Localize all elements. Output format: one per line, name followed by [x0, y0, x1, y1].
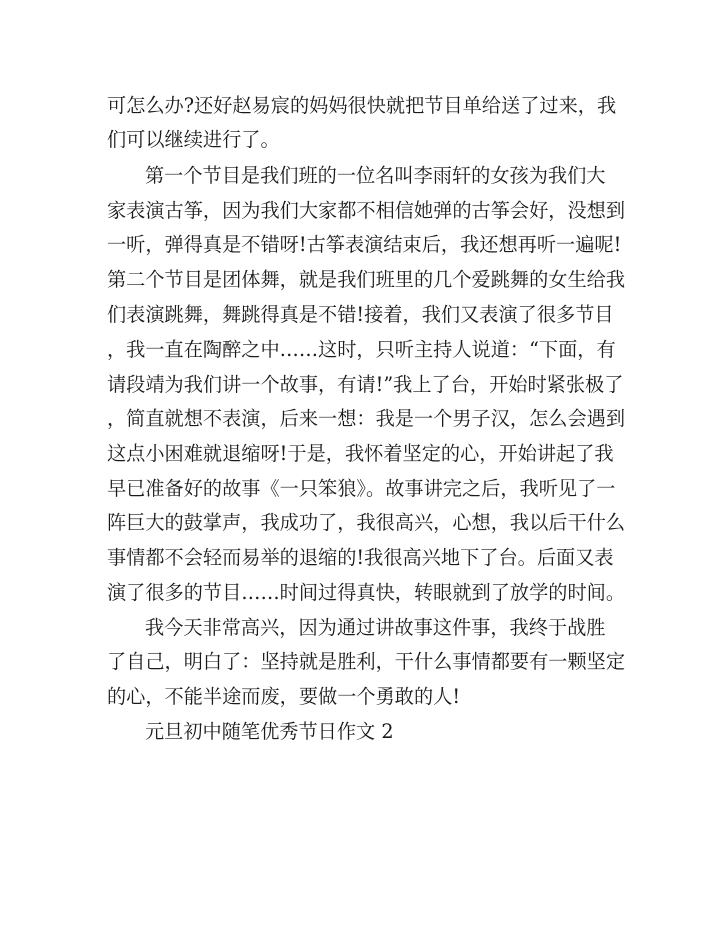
section-heading: 元旦初中随笔优秀节日作文 2	[145, 720, 394, 743]
text-line: ，我一直在陶醉之中……这时，只听主持人说道：“下面，有	[107, 338, 616, 361]
text-line: 们表演跳舞，舞跳得真是不错!接着，我们又表演了很多节目	[107, 303, 614, 326]
text-line: 的心，不能半途而废，要做一个勇敢的人!	[107, 685, 461, 708]
text-line: 这点小困难就退缩呀!于是，我怀着坚定的心，开始讲起了我	[107, 442, 614, 465]
text-line: 演了很多的节目……时间过得真快，转眼就到了放学的时间。	[107, 581, 626, 604]
text-line: 早已准备好的故事《一只笨狼》。故事讲完之后，我听见了一	[107, 477, 616, 500]
text-line: 请段靖为我们讲一个故事，有请!”我上了台，开始时紧张极了	[107, 373, 624, 396]
text-line: 我今天非常高兴，因为通过讲故事这件事，我终于战胜	[145, 616, 606, 639]
text-line: ，简直就想不表演，后来一想：我是一个男子汉，怎么会遇到	[107, 407, 626, 430]
text-line: 们可以继续进行了。	[107, 128, 280, 151]
text-line: 家表演古筝，因为我们大家都不相信她弹的古筝会好，没想到	[107, 199, 626, 222]
text-line: 事情都不会轻而易举的退缩的!我很高兴地下了台。后面又表	[107, 546, 614, 569]
text-line: 第一个节目是我们班的一位名叫李雨轩的女孩为我们大	[145, 164, 606, 187]
text-line: 阵巨大的鼓掌声，我成功了，我很高兴，心想，我以后干什么	[107, 511, 626, 534]
text-line: 了自己，明白了：坚持就是胜利，干什么事情都要有一颗坚定	[107, 650, 626, 673]
text-line: 第二个节目是团体舞，就是我们班里的几个爱跳舞的女生给我	[107, 268, 626, 291]
text-line: 一听，弹得真是不错呀!古筝表演结束后，我还想再听一遍呢!	[107, 233, 622, 256]
text-line: 可怎么办?还好赵易宸的妈妈很快就把节目单给送了过来，我	[107, 94, 617, 117]
